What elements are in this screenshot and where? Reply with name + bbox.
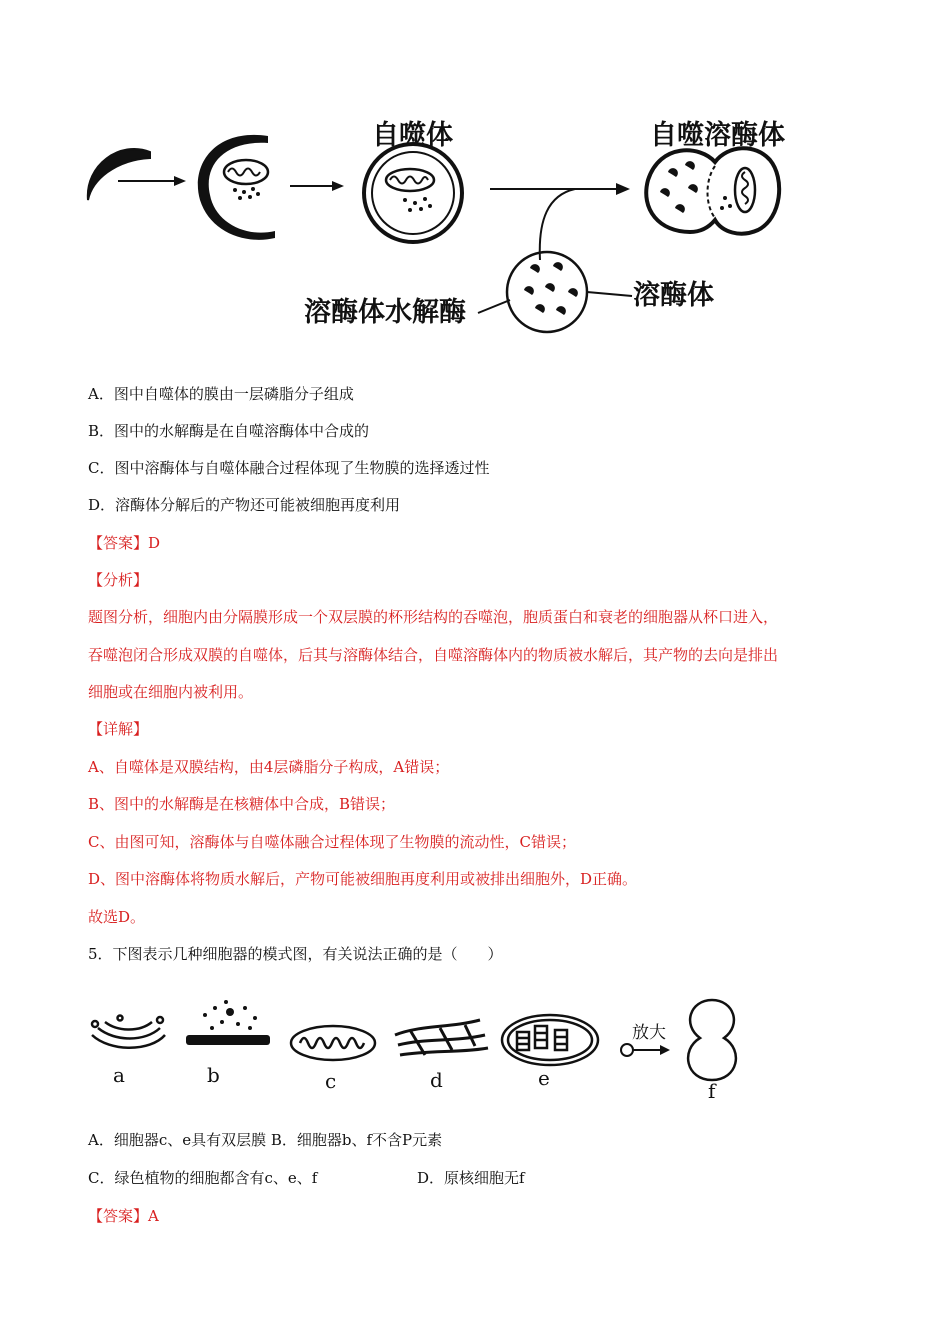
q4-option-d: D．溶酶体分解后的产物还可能被细胞再度利用 [88,496,401,514]
organelle-b [186,1000,270,1045]
answer-value: D [148,534,161,552]
q5-option-ab: A．细胞器c、e具有双层膜 B．细胞器b、f不含P元素 [88,1131,443,1149]
organelle-d-er [395,1020,488,1055]
q4-answer [88,533,160,553]
q5-option-c: C．绿色植物的细胞都含有c、e、f [88,1169,318,1187]
label-autophagosome: 自噬体 [372,120,453,151]
organelle-label-b: b [207,1063,220,1087]
organelle-c-mitochondrion [291,1026,375,1060]
conclusion: 故选D。 [88,908,146,926]
q4-option-c: C．图中溶酶体与自噬体融合过程体现了生物膜的选择透过性 [88,459,490,477]
isolation-membrane [88,149,150,200]
organelle-label-d: d [430,1068,443,1092]
q4-option-b: B．图中的水解酶是在自噬溶酶体中合成的 [88,422,370,440]
organelle-label-f: f [708,1079,716,1103]
zoom-label: 放大 [632,1023,666,1043]
detail-tag: 【详解】 [88,720,149,738]
organelle-label-e: e [538,1066,550,1090]
analysis-tag: 【分析】 [88,571,149,589]
organelle-f [688,1000,736,1080]
autophagosome-shape [364,144,462,242]
label-hydrolase: 溶酶体水解酶 [304,297,466,328]
phagophore [198,135,275,240]
q4-option-a: A．图中自噬体的膜由一层磷脂分子组成 [88,385,354,403]
organelle-label-c: c [325,1069,337,1093]
detail-line: B、图中的水解酶是在核糖体中合成，B错误； [88,795,396,813]
answer-tag: 【答案】 [88,1207,149,1225]
detail-line: C、由图可知，溶酶体与自噬体融合过程体现了生物膜的流动性，C错误； [88,833,576,851]
autolysosome-shape [646,148,779,233]
label-autolysosome: 自噬溶酶体 [650,120,785,151]
detail-line: A、自噬体是双膜结构，由4层磷脂分子构成，A错误； [88,758,450,776]
q5-answer [88,1206,159,1226]
organelle-e-chloroplast [502,1015,598,1065]
q5-option-d: D．原核细胞无f [417,1169,525,1187]
lysosome-shape [507,252,587,332]
analysis-line: 题图分析，细胞内由分隔膜形成一个双层膜的杯形结构的吞噬泡，胞质蛋白和衰老的细胞器从杯口进入， [88,608,779,626]
label-lysosome: 溶酶体 [633,280,714,311]
organelle-a-golgi [92,1016,165,1048]
autophagy-diagram [0,0,950,350]
analysis-line: 吞噬泡闭合形成双膜的自噬体，后其与溶酶体结合，自噬溶酶体内的物质被水解后，其产物的去向是排出 [88,646,779,664]
organelle-label-a: a [113,1063,125,1087]
q5-stem: 5．下图表示几种细胞器的模式图，有关说法正确的是（ ） [88,945,503,963]
answer-value: A [148,1207,159,1225]
analysis-line: 细胞或在细胞内被利用。 [88,683,254,701]
answer-tag: 【答案】 [88,534,149,552]
organelle-diagram [0,980,950,1110]
detail-line: D、图中溶酶体将物质水解后，产物可能被细胞再度利用或被排出细胞外，D正确。 [88,870,638,888]
